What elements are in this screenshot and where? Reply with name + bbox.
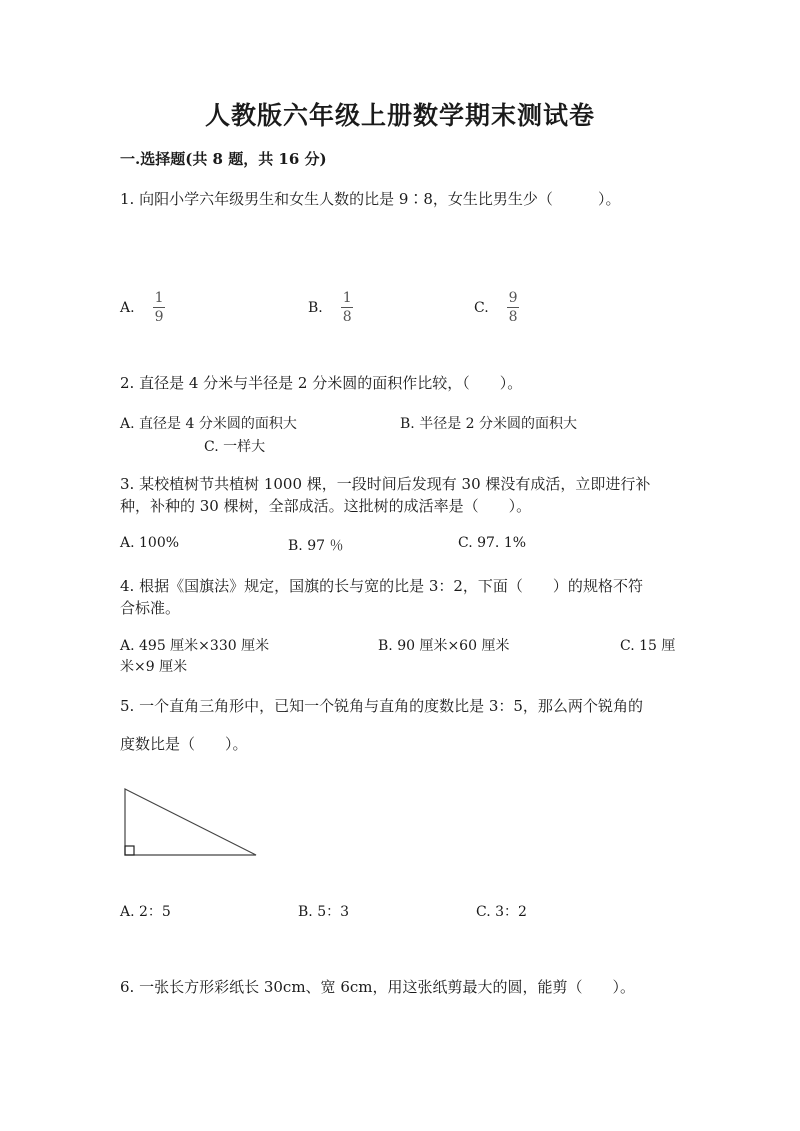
fraction: [507, 290, 520, 325]
question-4-option-a[interactable]: A. 495 厘米×330 厘米: [120, 638, 270, 654]
question-2-option-a[interactable]: A. 直径是 4 分米圆的面积大: [120, 416, 297, 432]
numerator: 1: [342, 290, 352, 306]
fraction: [341, 290, 354, 325]
question-2-option-b[interactable]: B. 半径是 2 分米圆的面积大: [400, 416, 577, 432]
option-label: B.: [308, 299, 323, 316]
question-1-option-b[interactable]: [308, 290, 354, 325]
question-3-option-b[interactable]: B. 97 ％: [288, 538, 344, 554]
question-4-option-c-wrap: 米×9 厘米: [120, 659, 188, 675]
numerator: 1: [154, 290, 164, 306]
question-1-option-a[interactable]: [120, 290, 165, 325]
denominator: 8: [342, 309, 352, 325]
question-4-option-c[interactable]: C. 15 厘: [620, 638, 676, 654]
question-3-text-line2: 种，补种的 30 棵树，全部成活。这批树的成活率是（ ）。: [120, 497, 532, 515]
fraction: [153, 290, 166, 325]
option-label: A.: [120, 299, 135, 316]
question-5-option-a[interactable]: A. 2：5: [120, 904, 171, 920]
question-1-option-c[interactable]: [474, 290, 520, 325]
triangle-outline: [125, 789, 256, 855]
question-2-option-c[interactable]: C. 一样大: [204, 439, 266, 455]
question-4-option-b[interactable]: B. 90 厘米×60 厘米: [378, 638, 510, 654]
section-heading: 一.选择题(共 8 题，共 16 分): [120, 150, 327, 168]
numerator: 9: [508, 290, 518, 306]
question-3-text-line1: 3. 某校植树节共植树 1000 棵，一段时间后发现有 30 棵没有成活，立即进行补: [120, 475, 651, 493]
question-6-text: 6. 一张长方形彩纸长 30cm、宽 6cm，用这张纸剪最大的圆，能剪（ ）。: [120, 978, 635, 996]
question-3-option-a[interactable]: A. 100%: [120, 535, 180, 551]
option-label: C.: [474, 299, 489, 316]
fraction-bar: [153, 307, 165, 308]
question-5-option-b[interactable]: B. 5：3: [298, 904, 350, 920]
question-1-text: 1. 向阳小学六年级男生和女生人数的比是 9∶8，女生比男生少（ ）。: [120, 190, 621, 208]
question-3-option-c[interactable]: C. 97. 1%: [458, 535, 527, 551]
denominator: 8: [508, 309, 518, 325]
right-angle-marker: [125, 846, 134, 855]
question-4-text-line2: 合标准。: [120, 599, 181, 617]
question-5-text-line2: 度数比是（ ）。: [120, 735, 248, 753]
denominator: 9: [154, 309, 164, 325]
fraction-bar: [341, 307, 353, 308]
question-4-text-line1: 4. 根据《国旗法》规定，国旗的长与宽的比是 3：2，下面（ ）的规格不符: [120, 577, 643, 595]
question-5-text-line1: 5. 一个直角三角形中，已知一个锐角与直角的度数比是 3：5，那么两个锐角的: [120, 697, 643, 715]
question-2-text: 2. 直径是 4 分米与半径是 2 分米圆的面积作比较，（ ）。: [120, 374, 523, 392]
question-5-option-c[interactable]: C. 3：2: [476, 904, 527, 920]
fraction-bar: [507, 307, 519, 308]
page-title: 人教版六年级上册数学期末测试卷: [204, 101, 595, 130]
right-triangle-figure: [118, 785, 268, 865]
